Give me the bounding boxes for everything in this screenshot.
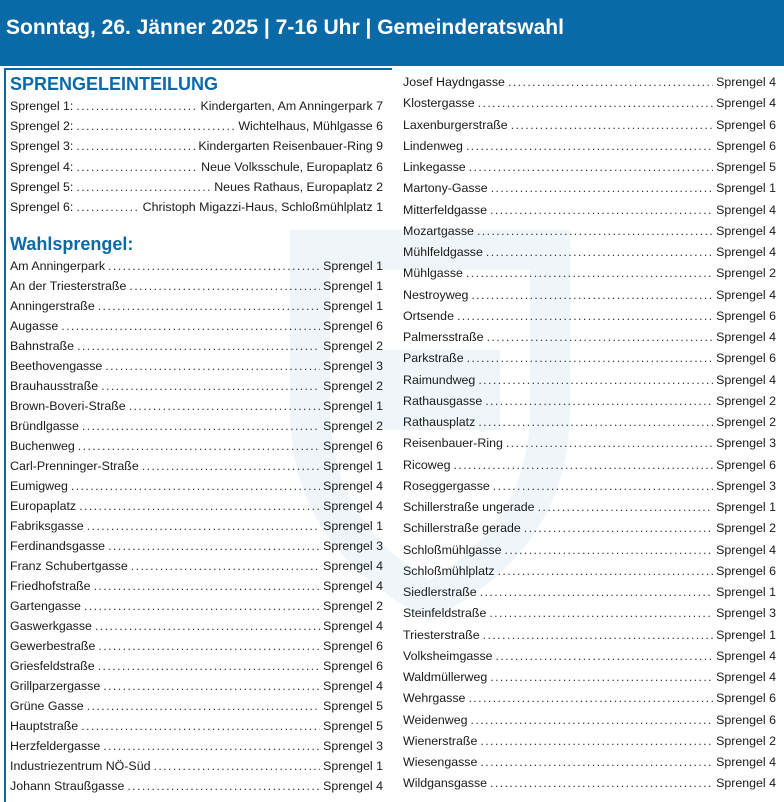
item-value: Sprengel 1: [323, 279, 383, 293]
dot-leader: [76, 197, 139, 217]
sprengel-section-title: SPRENGELEINTEILUNG: [10, 74, 219, 94]
item-value: Sprengel 4: [716, 75, 776, 89]
item-label: Josef Haydngasse: [403, 75, 505, 89]
list-item: [403, 178, 776, 198]
dot-leader: [486, 242, 713, 262]
dot-leader: [71, 476, 320, 496]
list-item: [10, 676, 383, 696]
item-label: Eumigweg: [10, 479, 68, 493]
dot-leader: [108, 536, 320, 556]
item-label: Steinfeldstraße: [403, 606, 487, 621]
item-value: Christoph Migazzi-Haus, Schloßmühlplatz 1: [142, 200, 383, 214]
list-item: [10, 576, 383, 596]
dot-leader: [490, 773, 713, 793]
item-value: Sprengel 6: [716, 308, 776, 323]
item-value: Sprengel 1: [323, 459, 383, 473]
item-value: Sprengel 4: [323, 479, 383, 493]
dot-leader: [142, 456, 320, 476]
item-value: Sprengel 3: [716, 606, 776, 621]
list-item: [403, 455, 776, 475]
dot-leader: [87, 516, 320, 536]
item-label: Rathausgasse: [403, 393, 483, 408]
list-item: [403, 93, 776, 113]
item-value: Sprengel 2: [323, 419, 383, 433]
list-item: [10, 776, 383, 796]
list-item: [403, 391, 776, 411]
item-label: Hauptstraße: [10, 719, 79, 733]
item-value: Sprengel 6: [323, 319, 383, 333]
item-label: Ferdinandsgasse: [10, 539, 106, 553]
dot-leader: [98, 656, 320, 676]
dot-leader: [131, 556, 320, 576]
item-label: Palmersstraße: [403, 330, 484, 344]
list-item: [403, 157, 776, 177]
item-label: Sprengel 3:: [10, 139, 74, 154]
dot-leader: [469, 157, 713, 177]
dot-leader: [105, 356, 320, 376]
item-label: Augasse: [10, 319, 59, 333]
item-label: Griesfeldstraße: [10, 659, 95, 673]
dot-leader: [471, 285, 713, 305]
list-item: [10, 396, 383, 416]
item-value: Sprengel 1: [323, 759, 383, 773]
list-item: [403, 603, 776, 623]
list-item: [403, 306, 776, 326]
dot-leader: [478, 93, 713, 113]
item-label: Parkstraße: [403, 351, 464, 366]
list-item: [10, 197, 383, 217]
item-value: Sprengel 6: [716, 117, 776, 132]
item-label: Johann Straußgasse: [10, 779, 125, 793]
list-item: [403, 582, 776, 602]
item-value: Sprengel 6: [716, 351, 776, 366]
list-item: [10, 336, 383, 356]
dot-leader: [506, 433, 713, 453]
item-value: Sprengel 2: [716, 393, 776, 408]
dot-leader: [454, 455, 714, 475]
item-value: Sprengel 4: [716, 223, 776, 238]
dot-leader: [493, 476, 713, 496]
item-value: Sprengel 1: [716, 627, 776, 642]
item-value: Kindergarten Reisenbauer-Ring 9: [198, 139, 383, 154]
list-item: [403, 115, 776, 135]
item-value: Sprengel 2: [716, 266, 776, 281]
item-value: Sprengel 6: [716, 691, 776, 706]
dot-leader: [466, 136, 713, 156]
item-label: Friedhofstraße: [10, 579, 91, 593]
list-item: [10, 177, 383, 197]
item-value: Sprengel 6: [323, 639, 383, 653]
item-label: Bründlgasse: [10, 419, 79, 433]
dot-leader: [129, 276, 320, 296]
item-value: Sprengel 6: [716, 712, 776, 727]
list-item: [10, 356, 383, 376]
item-label: Triesterstraße: [403, 627, 480, 642]
list-item: [10, 436, 383, 456]
dot-leader: [477, 221, 713, 241]
item-value: Sprengel 6: [716, 563, 776, 578]
item-label: Mitterfeldgasse: [403, 202, 488, 217]
list-item: [403, 285, 776, 305]
list-item: [10, 536, 383, 556]
dot-leader: [95, 616, 320, 636]
item-value: Sprengel 2: [716, 733, 776, 748]
item-value: Sprengel 2: [323, 339, 383, 353]
dot-leader: [466, 263, 713, 283]
item-label: Brown-Boveri-Straße: [10, 399, 126, 413]
list-item: [10, 136, 383, 156]
item-label: Franz Schubertgasse: [10, 559, 128, 573]
list-item: [10, 616, 383, 636]
item-label: Volksheimgasse: [403, 648, 493, 663]
item-value: Sprengel 5: [716, 160, 776, 174]
list-item: [10, 416, 383, 436]
list-item: [10, 736, 383, 756]
dot-leader: [478, 412, 713, 432]
item-label: Ortsende: [403, 308, 454, 323]
dot-leader: [76, 157, 198, 177]
list-item: [10, 696, 383, 716]
dot-leader: [84, 596, 320, 616]
item-value: Sprengel 4: [323, 619, 383, 633]
list-item: [403, 348, 776, 368]
dot-leader: [82, 416, 320, 436]
item-value: Sprengel 4: [323, 579, 383, 593]
item-value: Sprengel 6: [716, 457, 776, 472]
dot-leader: [480, 752, 713, 772]
item-value: Sprengel 3: [323, 359, 383, 373]
item-label: Europaplatz: [10, 499, 77, 513]
dot-leader: [108, 256, 320, 276]
item-value: Sprengel 4: [716, 755, 776, 769]
item-label: Schloßmühlplatz: [403, 563, 495, 578]
dot-leader: [77, 336, 320, 356]
dot-leader: [61, 316, 320, 336]
list-item: [10, 296, 383, 316]
list-item: [10, 636, 383, 656]
item-label: Brauhausstraße: [10, 379, 99, 393]
item-value: Sprengel 3: [716, 478, 776, 493]
item-label: Sprengel 1:: [10, 99, 74, 113]
item-value: Wichtelhaus, Mühlgasse 6: [238, 119, 383, 134]
item-label: Anningerstraße: [10, 299, 95, 313]
item-value: Sprengel 1: [716, 585, 776, 599]
item-label: Sprengel 2:: [10, 119, 74, 134]
wahlsprengel-title: Wahlsprengel:: [10, 234, 134, 254]
item-value: Sprengel 1: [716, 500, 776, 514]
list-item: [10, 716, 383, 736]
dot-leader: [127, 776, 320, 796]
dot-leader: [508, 72, 713, 92]
item-label: Gaswerkgasse: [10, 619, 92, 633]
item-value: Sprengel 3: [323, 539, 383, 553]
dot-leader: [94, 576, 320, 596]
list-item: [10, 256, 383, 276]
item-label: Wiesengasse: [403, 755, 478, 769]
item-value: Sprengel 1: [323, 299, 383, 313]
dot-leader: [498, 561, 713, 581]
item-label: Schloßmühlgasse: [403, 542, 502, 557]
item-label: Nestroyweg: [403, 287, 469, 302]
dot-leader: [538, 497, 714, 517]
dot-leader: [483, 625, 713, 645]
dot-leader: [467, 348, 713, 368]
list-item: [403, 433, 776, 453]
item-value: Sprengel 4: [323, 499, 383, 513]
item-label: Beethovengasse: [10, 359, 103, 373]
item-label: Schillerstraße ungerade: [403, 500, 535, 514]
item-value: Sprengel 4: [716, 330, 776, 344]
item-value: Kindergarten, Am Anningerpark 7: [200, 99, 383, 113]
list-item: [10, 756, 383, 776]
list-item: [10, 596, 383, 616]
item-value: Neue Volksschule, Europaplatz 6: [201, 159, 383, 174]
item-label: Wildgansgasse: [403, 776, 488, 791]
item-label: Raimundweg: [403, 372, 476, 387]
item-value: Sprengel 2: [323, 599, 383, 613]
dot-leader: [103, 736, 320, 756]
item-value: Sprengel 4: [323, 779, 383, 793]
dot-leader: [457, 306, 713, 326]
list-item: [403, 370, 776, 390]
item-value: Sprengel 6: [323, 659, 383, 673]
dot-leader: [101, 376, 320, 396]
dot-leader: [76, 136, 195, 156]
list-item: [10, 456, 383, 476]
item-label: Weidenweg: [403, 712, 468, 727]
list-item: [10, 516, 383, 536]
item-label: Siedlerstraße: [403, 585, 477, 599]
dot-leader: [76, 177, 211, 197]
item-value: Sprengel 1: [323, 259, 383, 273]
item-value: Sprengel 4: [716, 202, 776, 217]
item-label: Linkegasse: [403, 160, 466, 174]
list-item: [10, 276, 383, 296]
item-value: Sprengel 4: [716, 670, 776, 684]
item-label: Buchenweg: [10, 439, 75, 453]
page-title: Sonntag, 26. Jänner 2025 | 7-16 Uhr | Gemeinderatswahl: [6, 16, 564, 39]
item-value: Sprengel 4: [716, 287, 776, 302]
list-item: [10, 496, 383, 516]
item-value: Sprengel 5: [323, 699, 383, 713]
item-label: Klostergasse: [403, 96, 475, 111]
item-label: Mühlgasse: [403, 266, 463, 281]
dot-leader: [480, 731, 713, 751]
list-item: [403, 200, 776, 220]
dot-leader: [524, 518, 713, 538]
list-item: [10, 316, 383, 336]
item-label: Rathausplatz: [403, 415, 476, 429]
dot-leader: [478, 370, 713, 390]
item-value: Sprengel 3: [716, 436, 776, 451]
item-value: Sprengel 1: [323, 399, 383, 413]
list-item: [10, 116, 383, 136]
dot-leader: [471, 710, 714, 730]
list-item: [403, 625, 776, 645]
dot-leader: [511, 115, 713, 135]
item-label: Martony-Gasse: [403, 181, 488, 196]
item-label: Sprengel 4:: [10, 159, 74, 174]
item-label: Grüne Gasse: [10, 699, 84, 713]
dot-leader: [79, 496, 320, 516]
item-value: Sprengel 4: [716, 648, 776, 663]
list-item: [403, 412, 776, 432]
item-value: Sprengel 2: [323, 379, 383, 393]
header-bar: [0, 0, 784, 66]
item-label: Wienerstraße: [403, 733, 478, 748]
item-label: Industriezentrum NÖ-Süd: [10, 759, 151, 773]
item-label: Schillerstraße gerade: [403, 521, 521, 536]
list-item: [10, 157, 383, 177]
list-item: [403, 476, 776, 496]
item-value: Sprengel 6: [323, 439, 383, 453]
item-value: Sprengel 4: [716, 372, 776, 387]
list-item: [403, 773, 776, 793]
item-value: Sprengel 4: [716, 542, 776, 557]
list-item: [403, 667, 776, 687]
list-item: [10, 476, 383, 496]
list-item: [403, 136, 776, 156]
list-item: [403, 646, 776, 666]
item-label: Waldmüllerweg: [403, 670, 488, 684]
item-label: Gewerbestraße: [10, 639, 96, 653]
item-label: Am Anningerpark: [10, 259, 106, 273]
item-label: Sprengel 5:: [10, 179, 74, 194]
item-label: An der Triesterstraße: [10, 279, 127, 293]
item-value: Sprengel 4: [716, 245, 776, 259]
item-label: Fabriksgasse: [10, 519, 84, 533]
item-label: Lindenweg: [403, 138, 463, 153]
list-item: [403, 540, 776, 560]
dot-leader: [76, 96, 197, 116]
item-value: Neues Rathaus, Europaplatz 2: [214, 179, 383, 194]
dot-leader: [490, 200, 713, 220]
dot-leader: [489, 603, 713, 623]
list-item: [403, 752, 776, 772]
dot-leader: [103, 676, 320, 696]
item-label: Reisenbauer-Ring: [403, 436, 503, 451]
list-item: [403, 263, 776, 283]
dot-leader: [98, 296, 320, 316]
item-label: Grillparzergasse: [10, 679, 101, 693]
list-item: [403, 710, 776, 730]
item-label: Mozartgasse: [403, 223, 474, 238]
item-label: Wehrgasse: [403, 691, 466, 706]
dot-leader: [81, 716, 320, 736]
list-item: [403, 731, 776, 751]
list-item: [403, 497, 776, 517]
item-value: Sprengel 3: [323, 739, 383, 753]
list-item: [403, 518, 776, 538]
dot-leader: [496, 646, 714, 666]
list-item: [403, 688, 776, 708]
dot-leader: [491, 178, 713, 198]
item-value: Sprengel 1: [716, 181, 776, 196]
dot-leader: [78, 436, 320, 456]
item-value: Sprengel 5: [323, 719, 383, 733]
dot-leader: [504, 540, 713, 560]
list-item: [10, 556, 383, 576]
item-value: Sprengel 2: [716, 415, 776, 429]
item-label: Carl-Prenninger-Straße: [10, 459, 139, 473]
item-label: Laxenburgerstraße: [403, 117, 508, 132]
item-value: Sprengel 4: [323, 559, 383, 573]
item-value: Sprengel 6: [716, 138, 776, 153]
item-label: Bahnstraße: [10, 339, 75, 353]
dot-leader: [468, 688, 713, 708]
item-value: Sprengel 4: [716, 776, 776, 791]
item-label: Roseggergasse: [403, 478, 490, 493]
list-item: [403, 327, 776, 347]
dot-leader: [490, 667, 713, 687]
item-value: Sprengel 4: [716, 96, 776, 111]
item-value: Sprengel 2: [716, 521, 776, 536]
dot-leader: [487, 327, 714, 347]
list-item: [403, 72, 776, 92]
item-label: Gartengasse: [10, 599, 81, 613]
dot-leader: [480, 582, 713, 602]
item-label: Sprengel 6:: [10, 200, 74, 214]
dot-leader: [485, 391, 713, 411]
item-label: Herzfeldergasse: [10, 739, 101, 753]
list-item: [10, 376, 383, 396]
item-label: Ricoweg: [403, 457, 451, 472]
dot-leader: [153, 756, 320, 776]
list-item: [10, 96, 383, 116]
dot-leader: [129, 396, 320, 416]
item-value: Sprengel 4: [323, 679, 383, 693]
list-item: [403, 221, 776, 241]
list-item: [403, 242, 776, 262]
dot-leader: [76, 116, 235, 136]
dot-leader: [87, 696, 320, 716]
list-item: [403, 561, 776, 581]
list-item: [10, 656, 383, 676]
item-value: Sprengel 1: [323, 519, 383, 533]
dot-leader: [98, 636, 320, 656]
item-label: Mühlfeldgasse: [403, 245, 483, 259]
